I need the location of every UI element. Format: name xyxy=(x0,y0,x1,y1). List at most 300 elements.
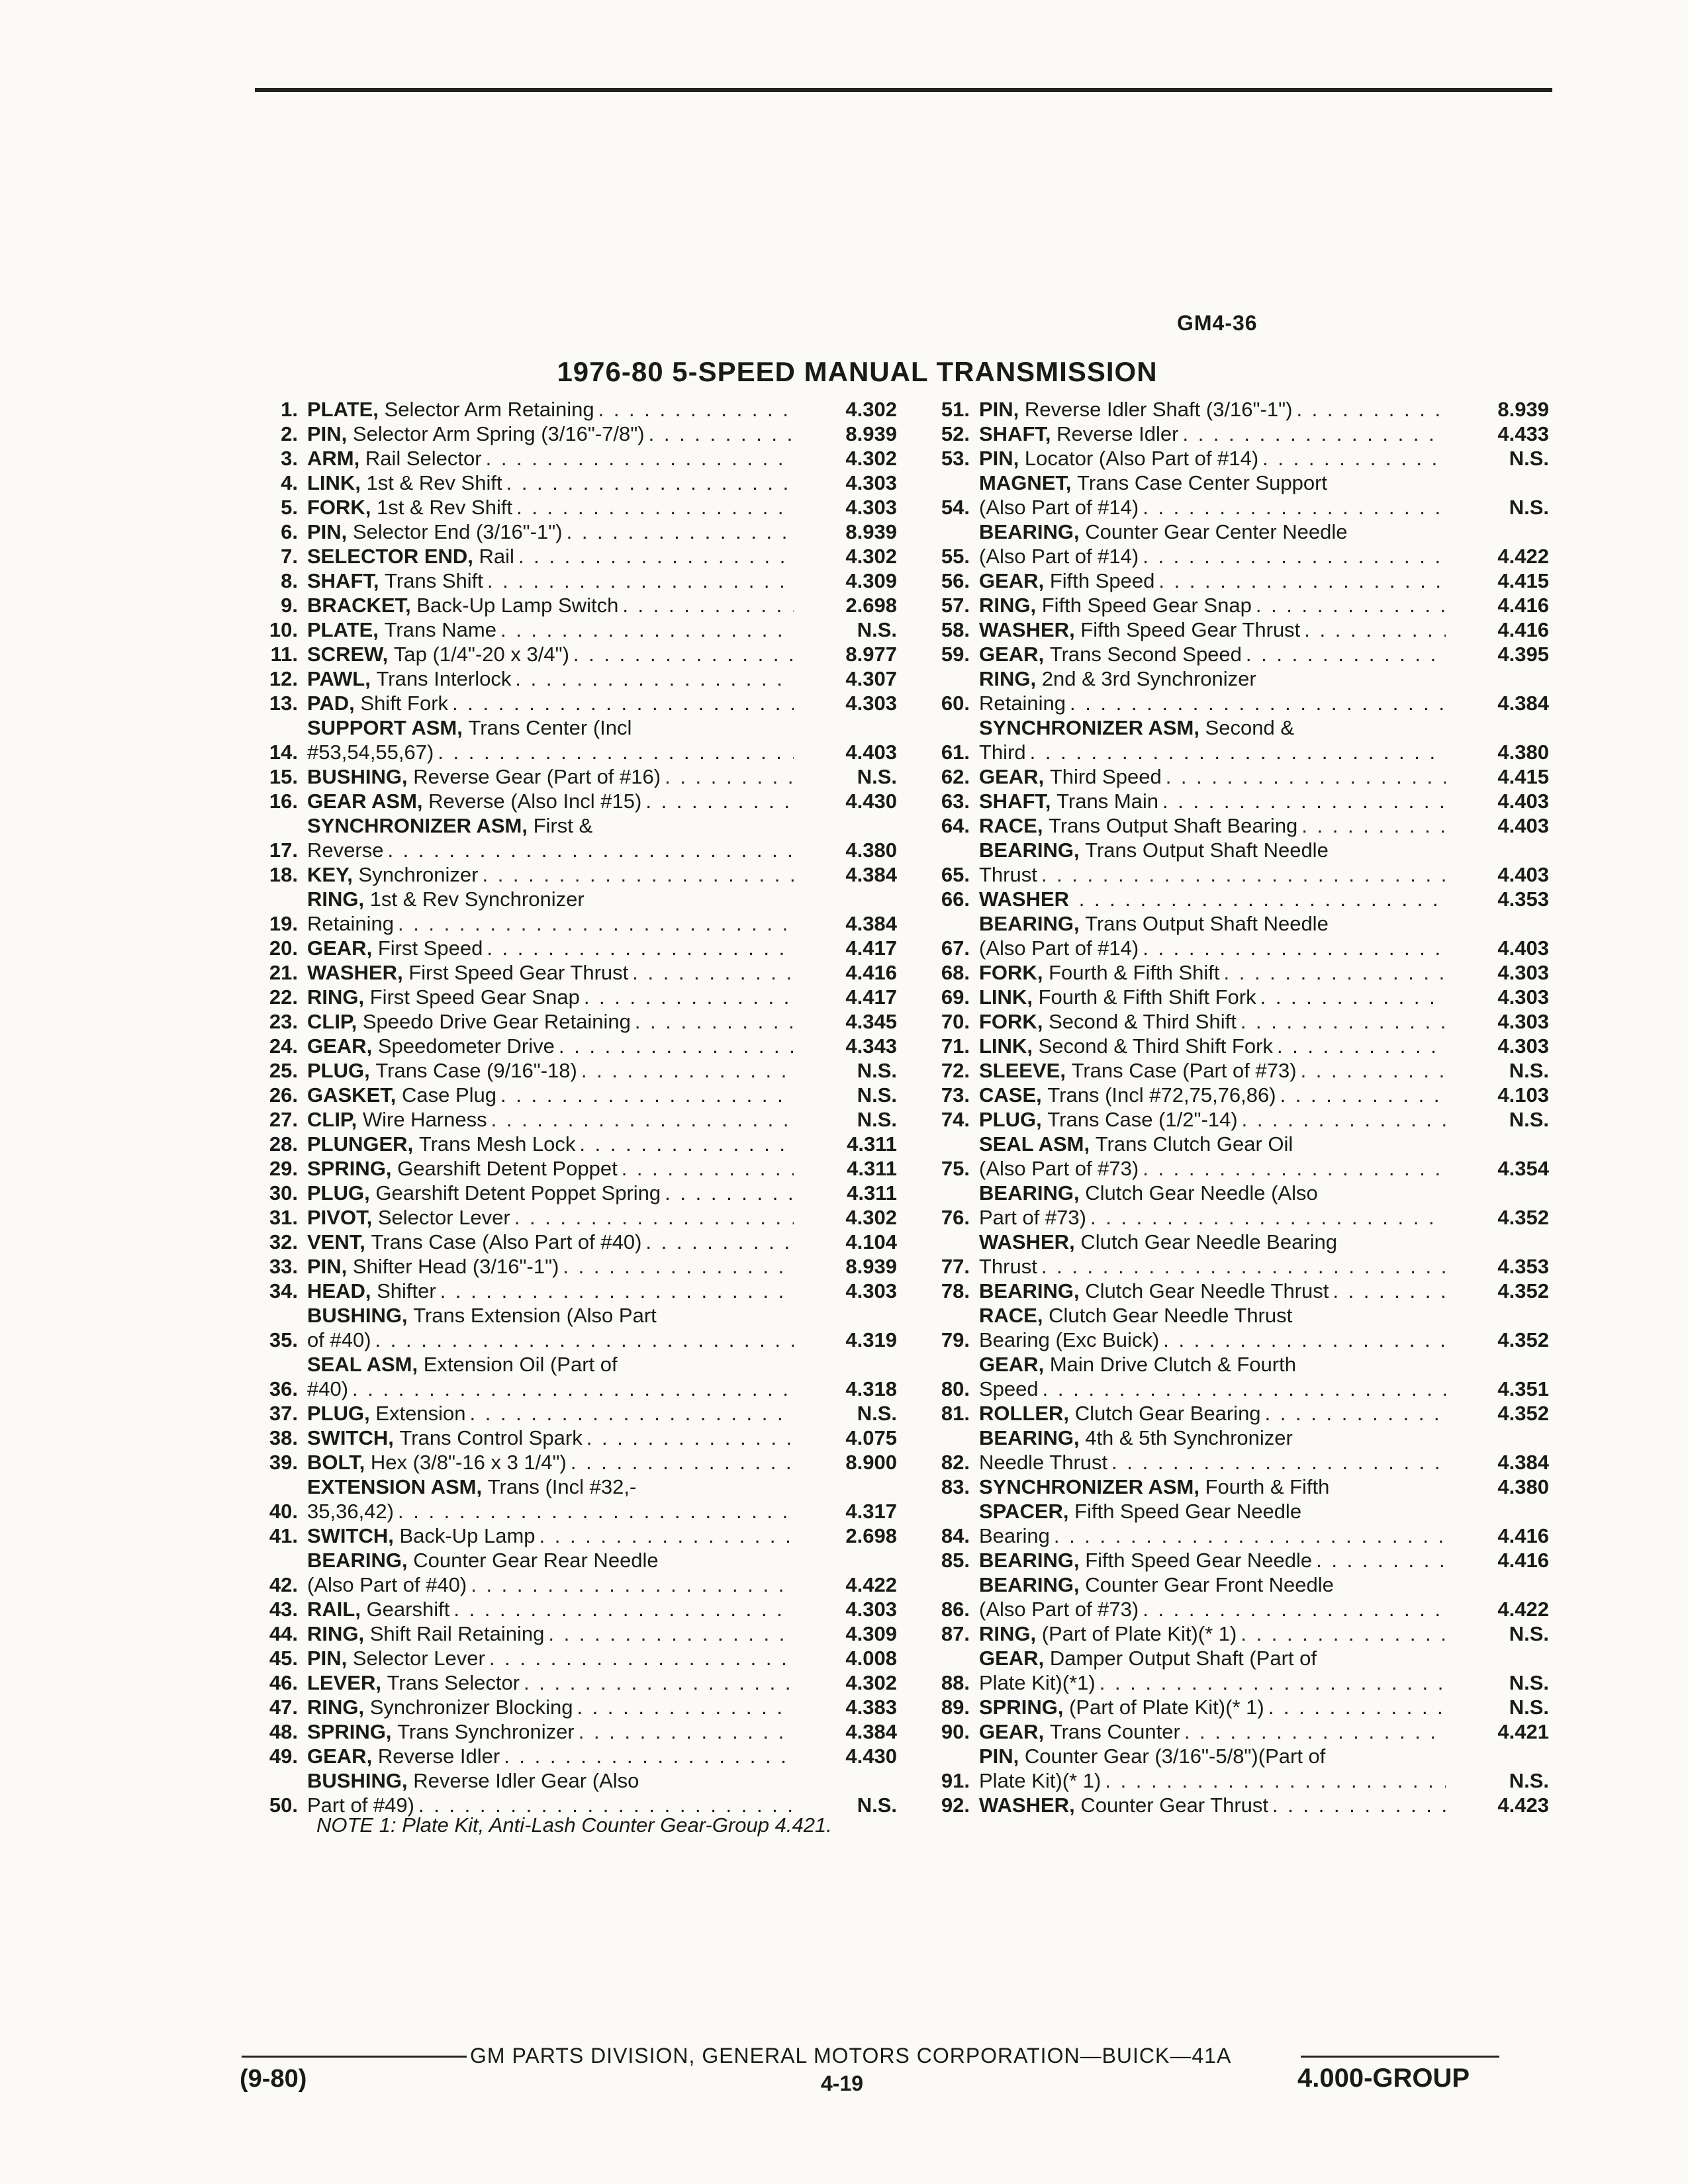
item-line xyxy=(307,1621,897,1646)
item-number: 72. xyxy=(941,1059,970,1082)
group-number: 4.311 xyxy=(847,1157,897,1180)
leader-dots xyxy=(622,593,794,617)
item-number: 67. xyxy=(941,936,970,960)
item-line xyxy=(979,1719,1549,1744)
parts-list-item xyxy=(235,1254,897,1279)
leader-dots xyxy=(1070,691,1446,715)
part-description: Trans Shift xyxy=(385,569,483,592)
leader-dots xyxy=(1184,1719,1446,1744)
group-number: 4.319 xyxy=(845,1328,897,1351)
group-number: 4.416 xyxy=(845,961,897,984)
item-line xyxy=(307,1597,897,1621)
parts-list-item xyxy=(907,887,1549,911)
leader-dots xyxy=(1260,985,1446,1009)
part-name: ROLLER, xyxy=(979,1402,1070,1425)
part-name: RING, xyxy=(307,985,365,1009)
item-line xyxy=(979,764,1549,789)
item-line xyxy=(979,887,1549,911)
leader-dots xyxy=(1246,642,1446,666)
item-number: 50. xyxy=(269,1794,298,1817)
footer-page-number: 4-19 xyxy=(821,2071,864,2095)
leader-dots xyxy=(584,985,794,1009)
item-number: 62. xyxy=(941,765,970,788)
parts-list-item xyxy=(907,1621,1549,1646)
part-name: WASHER, xyxy=(979,618,1075,641)
part-name: SWITCH, xyxy=(307,1426,394,1449)
item-number: 59. xyxy=(941,643,970,666)
part-name: GEAR, xyxy=(307,1745,373,1768)
group-number: 8.939 xyxy=(845,422,897,445)
parts-list-item xyxy=(235,520,897,544)
item-line xyxy=(979,1377,1549,1401)
item-number: 84. xyxy=(941,1524,970,1547)
group-number: 4.403 xyxy=(1497,863,1549,886)
group-number: 4.302 xyxy=(845,398,897,421)
item-number: 87. xyxy=(941,1622,970,1645)
parts-list-item xyxy=(235,1303,897,1352)
part-name: WASHER, xyxy=(979,1794,1075,1817)
part-description: Trans Case (Also Part of #40) xyxy=(371,1230,642,1253)
item-line xyxy=(307,1499,897,1524)
footer-text: GM PARTS DIVISION, GENERAL MOTORS CORPORATION—BUICK—41A xyxy=(470,2044,1232,2068)
part-name: GEAR, xyxy=(307,936,373,960)
item-line xyxy=(307,1107,897,1132)
part-name: RING, xyxy=(307,887,365,911)
item-line xyxy=(307,1009,897,1034)
item-number: 77. xyxy=(941,1255,970,1278)
item-number: 90. xyxy=(941,1720,970,1743)
item-line xyxy=(307,1524,897,1548)
part-description: First & xyxy=(533,814,593,837)
parts-list-item xyxy=(907,642,1549,666)
item-number: 86. xyxy=(941,1598,970,1621)
part-description: Second & xyxy=(1205,716,1295,739)
parts-list-item xyxy=(907,422,1549,446)
part-name: RING, xyxy=(979,667,1037,690)
part-description: Reverse Idler xyxy=(377,1745,500,1768)
group-number: N.S. xyxy=(1509,1059,1549,1082)
group-number: 4.416 xyxy=(1497,618,1549,641)
item-line xyxy=(979,911,1549,936)
item-number: 29. xyxy=(269,1157,298,1180)
group-number: 4.303 xyxy=(1497,1034,1549,1058)
leader-dots xyxy=(1041,1254,1446,1279)
part-name: SELECTOR END, xyxy=(307,545,473,568)
part-name: GEAR, xyxy=(979,1353,1045,1376)
top-rule xyxy=(255,88,1552,92)
part-description: Shifter xyxy=(377,1279,436,1302)
item-number: 27. xyxy=(269,1108,298,1131)
item-line xyxy=(979,666,1549,691)
item-line xyxy=(979,1132,1549,1156)
parts-list-item xyxy=(907,1426,1549,1475)
item-number: 78. xyxy=(941,1279,970,1302)
leader-dots xyxy=(1100,1670,1446,1695)
parts-list-item xyxy=(907,520,1549,569)
group-number: N.S. xyxy=(1509,1671,1549,1694)
parts-list-item xyxy=(235,446,897,471)
group-number: N.S. xyxy=(857,765,897,788)
part-name: GASKET, xyxy=(307,1083,397,1107)
item-number: 35. xyxy=(269,1328,298,1351)
part-name: HEAD, xyxy=(307,1279,371,1302)
item-number: 11. xyxy=(270,643,298,666)
item-number: 81. xyxy=(941,1402,970,1425)
item-line xyxy=(979,1768,1549,1793)
leader-dots xyxy=(571,1450,794,1475)
leader-dots xyxy=(1143,495,1446,520)
item-number: 26. xyxy=(269,1083,298,1107)
part-name: EXTENSION ASM, xyxy=(307,1475,483,1498)
item-number: 55. xyxy=(941,545,970,568)
part-description: First Speed xyxy=(377,936,483,960)
part-name: SPRING, xyxy=(979,1696,1064,1719)
part-name: RING, xyxy=(307,1696,365,1719)
item-line xyxy=(979,446,1549,471)
parts-list-item xyxy=(235,1058,897,1083)
part-description: Clutch Gear Needle Bearing xyxy=(1080,1230,1338,1253)
group-number: 4.104 xyxy=(845,1230,897,1253)
item-line xyxy=(979,642,1549,666)
part-name: BEARING, xyxy=(307,1549,408,1572)
part-description: Rail xyxy=(479,545,514,568)
part-description: Selector Lever xyxy=(352,1647,485,1670)
part-name: SPRING, xyxy=(307,1720,392,1743)
item-number: 43. xyxy=(269,1598,298,1621)
part-description: Reverse Gear (Part of #16) xyxy=(413,765,661,788)
part-description: Synchronizer xyxy=(358,863,479,886)
part-name: RING, xyxy=(307,1622,365,1645)
leader-dots xyxy=(1301,1058,1446,1083)
leader-dots xyxy=(1158,569,1446,593)
part-name: GEAR ASM, xyxy=(307,790,423,813)
leader-dots xyxy=(1166,764,1446,789)
item-number: 14. xyxy=(269,741,298,764)
group-number: 4.430 xyxy=(845,790,897,813)
item-number: 23. xyxy=(269,1010,298,1033)
part-name: BEARING, xyxy=(979,520,1080,543)
leader-dots xyxy=(622,1156,794,1181)
part-description: Trans Mesh Lock xyxy=(418,1132,576,1156)
part-description: Tap (1/4"-20 x 3/4") xyxy=(393,643,569,666)
item-number: 44. xyxy=(269,1622,298,1645)
parts-list-item xyxy=(235,422,897,446)
parts-list-item xyxy=(907,1107,1549,1132)
item-number: 53. xyxy=(941,447,970,470)
parts-list-item xyxy=(907,1132,1549,1181)
leader-dots xyxy=(440,1279,794,1303)
part-name: LINK, xyxy=(307,471,361,494)
group-number: 4.403 xyxy=(1497,790,1549,813)
parts-list-item xyxy=(235,764,897,789)
item-line xyxy=(307,617,897,642)
part-name: GEAR, xyxy=(979,1720,1045,1743)
part-description: Trans Name xyxy=(384,618,496,641)
leader-dots xyxy=(1296,397,1446,422)
item-number: 36. xyxy=(269,1377,298,1400)
part-description: 1st & Rev Shift xyxy=(377,496,513,519)
part-description: Clutch Gear Needle Thrust xyxy=(1049,1304,1293,1327)
item-number: 74. xyxy=(941,1108,970,1131)
item-line xyxy=(307,593,897,617)
part-name: RAIL, xyxy=(307,1598,361,1621)
part-name: SLEEVE, xyxy=(979,1059,1066,1082)
part-name: SEAL ASM, xyxy=(979,1132,1090,1156)
item-number: 3. xyxy=(281,447,298,470)
group-number: 4.075 xyxy=(845,1426,897,1449)
part-name: BEARING, xyxy=(979,839,1080,862)
leader-dots xyxy=(1143,1597,1446,1621)
item-line xyxy=(307,544,897,569)
parts-list-item xyxy=(907,813,1549,838)
part-description: Fifth Speed Gear Needle xyxy=(1074,1500,1302,1523)
item-number: 17. xyxy=(269,839,298,862)
group-number: 4.417 xyxy=(845,985,897,1009)
parts-list-item xyxy=(235,960,897,985)
item-line xyxy=(979,936,1549,960)
part-description: First Speed Gear Thrust xyxy=(408,961,629,984)
item-line xyxy=(307,813,897,838)
item-number: 71. xyxy=(941,1034,970,1058)
item-number: 39. xyxy=(269,1451,298,1474)
part-description: (Part of Plate Kit)(* 1) xyxy=(1041,1622,1237,1645)
item-line xyxy=(979,1107,1549,1132)
item-number: 48. xyxy=(269,1720,298,1743)
part-description: Selector End (3/16"-1") xyxy=(352,520,563,543)
leader-dots xyxy=(452,691,794,715)
item-line xyxy=(979,715,1549,740)
leader-dots xyxy=(567,520,794,544)
group-number: N.S. xyxy=(1509,447,1549,470)
part-name: BEARING, xyxy=(979,1279,1080,1302)
part-name: RACE, xyxy=(979,814,1043,837)
parts-list-item xyxy=(235,1621,897,1646)
leader-dots xyxy=(375,1328,794,1352)
item-number: 76. xyxy=(941,1206,970,1229)
part-name: FORK, xyxy=(979,961,1043,984)
group-number: 4.302 xyxy=(845,1206,897,1229)
parts-list-item xyxy=(235,471,897,495)
part-name: PIN, xyxy=(307,520,348,543)
item-line xyxy=(979,1279,1549,1303)
parts-list-item xyxy=(235,1401,897,1426)
part-description: Trans Main xyxy=(1056,790,1159,813)
item-number: 38. xyxy=(269,1426,298,1449)
leader-dots xyxy=(1182,422,1446,446)
part-name: SHAFT, xyxy=(979,790,1051,813)
part-description: Counter Gear Center Needle xyxy=(1085,520,1348,543)
part-description: Gearshift xyxy=(366,1598,450,1621)
group-number: N.S. xyxy=(857,1059,897,1082)
item-line xyxy=(979,1621,1549,1646)
part-description: Damper Output Shaft (Part of xyxy=(1049,1647,1317,1670)
part-description: Extension xyxy=(375,1402,466,1425)
item-number: 46. xyxy=(269,1671,298,1694)
group-number: 4.318 xyxy=(845,1377,897,1400)
leader-dots xyxy=(579,1132,794,1156)
group-number: 4.384 xyxy=(845,863,897,886)
group-number: 4.384 xyxy=(1497,692,1549,715)
part-name: PAD, xyxy=(307,692,355,715)
group-number: 4.423 xyxy=(1497,1794,1549,1817)
leader-dots xyxy=(398,911,794,936)
part-description: Trans Case Center Support xyxy=(1077,471,1328,494)
parts-list-item xyxy=(235,1450,897,1475)
group-number: 4.403 xyxy=(1497,936,1549,960)
part-name: LEVER, xyxy=(307,1671,381,1694)
part-description: Fourth & Fifth Shift xyxy=(1049,961,1220,984)
leader-dots xyxy=(548,1621,794,1646)
item-line xyxy=(307,1548,897,1572)
part-description: Wire Harness xyxy=(362,1108,487,1131)
item-line xyxy=(979,495,1549,520)
leader-dots xyxy=(453,1597,794,1621)
item-number: 40. xyxy=(269,1500,298,1523)
parts-list-item xyxy=(235,617,897,642)
leader-dots xyxy=(1143,936,1446,960)
part-name: SHAFT, xyxy=(307,569,379,592)
leader-dots xyxy=(573,642,794,666)
part-description: Case Plug xyxy=(401,1083,497,1107)
part-description: Shift Rail Retaining xyxy=(369,1622,545,1645)
part-name: PIVOT, xyxy=(307,1206,373,1229)
group-number: 4.422 xyxy=(1497,1598,1549,1621)
part-description: Shifter Head (3/16"-1") xyxy=(352,1255,559,1278)
leader-dots xyxy=(635,1009,794,1034)
part-name: GEAR, xyxy=(979,1647,1045,1670)
parts-list-item xyxy=(907,715,1549,764)
parts-list-item xyxy=(235,642,897,666)
item-line xyxy=(979,1475,1549,1499)
item-line xyxy=(307,740,897,764)
item-number: 18. xyxy=(269,863,298,886)
group-number: 4.352 xyxy=(1497,1279,1549,1302)
parts-list-item xyxy=(907,569,1549,593)
item-line xyxy=(307,1695,897,1719)
item-line xyxy=(979,1401,1549,1426)
part-description: Third xyxy=(979,741,1026,764)
group-number: 4.352 xyxy=(1497,1328,1549,1351)
part-description: Counter Gear (3/16"-5/8")(Part of xyxy=(1024,1745,1326,1768)
item-line xyxy=(307,446,897,471)
item-number: 47. xyxy=(269,1696,298,1719)
part-name: FORK, xyxy=(979,1010,1043,1033)
parts-list-item xyxy=(907,446,1549,471)
item-line xyxy=(979,1524,1549,1548)
item-number: 75. xyxy=(941,1157,970,1180)
leader-dots xyxy=(1301,813,1446,838)
item-number: 82. xyxy=(941,1451,970,1474)
leader-dots xyxy=(665,764,794,789)
group-number: 4.403 xyxy=(845,741,897,764)
group-number: 4.384 xyxy=(845,1720,897,1743)
leader-dots xyxy=(491,1107,794,1132)
leader-dots xyxy=(1079,887,1446,911)
group-number: 8.977 xyxy=(845,643,897,666)
leader-dots xyxy=(486,446,794,471)
item-line xyxy=(979,397,1549,422)
item-line xyxy=(979,593,1549,617)
item-number: 28. xyxy=(269,1132,298,1156)
parts-list-item xyxy=(235,1719,897,1744)
part-name: SWITCH, xyxy=(307,1524,394,1547)
item-number: 33. xyxy=(269,1255,298,1278)
part-name: PLUG, xyxy=(979,1108,1042,1131)
group-number: 4.380 xyxy=(1497,1475,1549,1498)
group-number: 4.303 xyxy=(845,471,897,494)
group-number: 4.303 xyxy=(1497,1010,1549,1033)
part-description: Selector Lever xyxy=(377,1206,510,1229)
leader-dots xyxy=(559,1034,794,1058)
item-number: 79. xyxy=(941,1328,970,1351)
group-number: 4.303 xyxy=(845,1598,897,1621)
item-line xyxy=(307,862,897,887)
item-number: 58. xyxy=(941,618,970,641)
group-number: 4.303 xyxy=(1497,961,1549,984)
leader-dots xyxy=(1265,1401,1446,1426)
part-description: Speed xyxy=(979,1377,1039,1400)
part-name: PIN, xyxy=(307,1647,348,1670)
part-name: GEAR, xyxy=(979,643,1045,666)
group-number: N.S. xyxy=(857,618,897,641)
part-description: Gearshift Detent Poppet Spring xyxy=(375,1181,661,1205)
parts-list-item xyxy=(907,1499,1549,1548)
item-line xyxy=(979,1083,1549,1107)
item-line xyxy=(979,1695,1549,1719)
parts-list-item xyxy=(235,1597,897,1621)
leader-dots xyxy=(1041,862,1446,887)
part-description: Fifth Speed xyxy=(1049,569,1155,592)
group-number: 4.354 xyxy=(1497,1157,1549,1180)
item-line xyxy=(307,1132,897,1156)
item-line xyxy=(307,1083,897,1107)
item-line xyxy=(979,422,1549,446)
group-number: 4.103 xyxy=(1497,1083,1549,1107)
group-number: 8.900 xyxy=(845,1451,897,1474)
item-line xyxy=(979,1744,1549,1768)
item-line xyxy=(307,1230,897,1254)
part-description: Trans Selector xyxy=(387,1671,520,1694)
parts-list-item xyxy=(235,813,897,862)
item-line xyxy=(307,1475,897,1499)
item-line xyxy=(979,740,1549,764)
part-name: PLATE, xyxy=(307,618,379,641)
parts-list-item xyxy=(235,985,897,1009)
item-line xyxy=(307,1768,897,1793)
part-description: Trans (Incl #32,- xyxy=(487,1475,637,1498)
item-line xyxy=(979,789,1549,813)
leader-dots xyxy=(470,1401,794,1426)
part-name: BEARING, xyxy=(979,912,1080,935)
parts-list-item xyxy=(235,1352,897,1401)
parts-list-item xyxy=(907,764,1549,789)
group-number: N.S. xyxy=(1509,1108,1549,1131)
leader-dots xyxy=(500,617,794,642)
part-description: Reverse Idler xyxy=(1056,422,1179,445)
part-description: Third Speed xyxy=(1049,765,1162,788)
parts-list-item xyxy=(907,593,1549,617)
item-number: 37. xyxy=(269,1402,298,1425)
group-number: 8.939 xyxy=(845,520,897,543)
item-number: 73. xyxy=(941,1083,970,1107)
part-description: Needle Thrust xyxy=(979,1451,1108,1474)
group-number: 4.317 xyxy=(845,1500,897,1523)
item-number: 22. xyxy=(269,985,298,1009)
leader-dots xyxy=(1163,1328,1446,1352)
part-description: Trans Center (Incl xyxy=(468,716,632,739)
leader-dots xyxy=(1277,1034,1446,1058)
part-name: GEAR, xyxy=(307,1034,373,1058)
